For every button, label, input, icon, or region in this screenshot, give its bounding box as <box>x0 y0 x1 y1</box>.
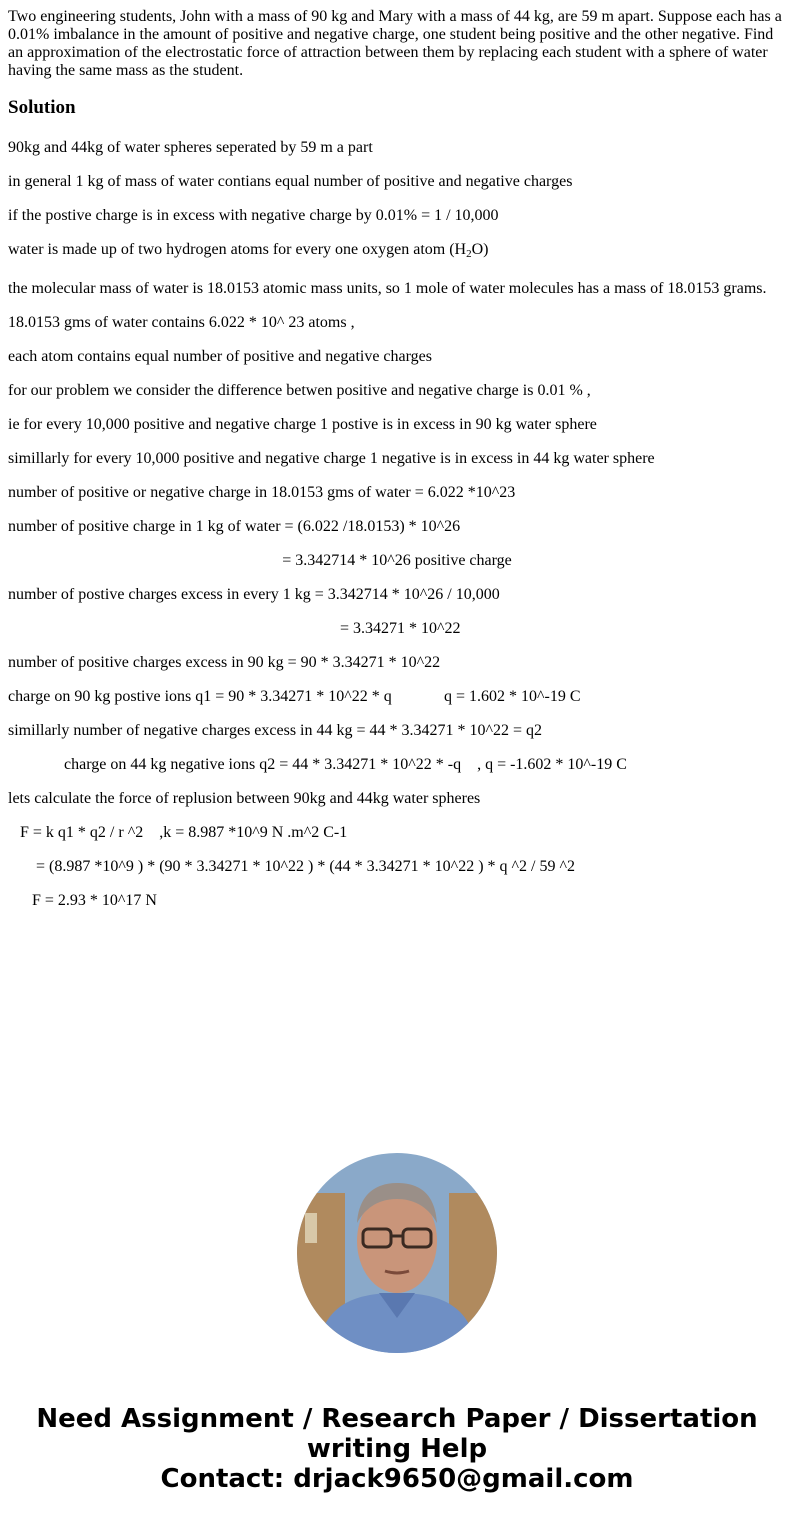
promo-line: Need Assignment / Research Paper / Dissertation <box>36 1404 758 1434</box>
question-text: Two engineering students, John with a mass of 90 kg and Mary with a mass of 44 kg, are 59 m apart. Suppose each has a 0.01% imbalance in the amount of positive and negative charge, one student being positive and the other negative. Find an approximation of the electrostatic force of attraction between them by replacing each student with a sphere of water having the same mass as the student. <box>8 8 782 79</box>
solution-line-formula: = (8.987 *10^9 ) * (90 * 3.34271 * 10^22 ) * (44 * 3.34271 * 10^22 ) * q ^2 / 59 ^2 <box>36 858 575 875</box>
formula-text-pre: water is made up of two hydrogen atoms for every one oxygen atom (H <box>8 241 467 258</box>
solution-line: number of postive charges excess in every 1 kg = 3.342714 * 10^26 / 10,000 <box>8 586 500 603</box>
solution-line-result: = 3.34271 * 10^22 <box>340 620 461 637</box>
solution-line: if the postive charge is in excess with negative charge by 0.01% = 1 / 10,000 <box>8 207 499 224</box>
solution-line: each atom contains equal number of positive and negative charges <box>8 348 432 365</box>
avatar <box>297 1153 497 1353</box>
formula-subscript: 2 <box>466 248 472 260</box>
solution-line: simillarly for every 10,000 positive and negative charge 1 negative is in excess in 44 kg water sphere <box>8 450 655 467</box>
promo-line: writing Help <box>306 1434 488 1464</box>
solution-line: lets calculate the force of replusion between 90kg and 44kg water spheres <box>8 790 481 807</box>
solution-line-water-formula <box>8 241 488 259</box>
solution-line-constant: q = 1.602 * 10^-19 C <box>444 688 581 705</box>
solution-line: in general 1 kg of mass of water contians equal number of positive and negative charges <box>8 173 573 190</box>
solution-line-centered: = 3.342714 * 10^26 positive charge <box>282 552 512 569</box>
solution-line: for our problem we consider the difference betwen positive and negative charge is 0.01 % , <box>8 382 591 399</box>
solution-line-answer: F = 2.93 * 10^17 N <box>32 892 157 909</box>
solution-line-formula: F = k q1 * q2 / r ^2 ,k = 8.987 *10^9 N .m^2 C-1 <box>20 824 348 841</box>
solution-line: number of positive charge in 1 kg of water = (6.022 /18.0153) * 10^26 <box>8 518 461 535</box>
solution-line: number of positive charges excess in 90 kg = 90 * 3.34271 * 10^22 <box>8 654 441 671</box>
solution-line: ie for every 10,000 positive and negative charge 1 postive is in excess in 90 kg water sphere <box>8 416 597 433</box>
solution-line: charge on 44 kg negative ions q2 = 44 * 3.34271 * 10^22 * -q , q = -1.602 * 10^-19 C <box>64 756 627 773</box>
solution-line: simillarly number of negative charges excess in 44 kg = 44 * 3.34271 * 10^22 = q2 <box>8 722 543 739</box>
solution-line: 90kg and 44kg of water spheres seperated by 59 m a part <box>8 139 373 156</box>
solution-line: 18.0153 gms of water contains 6.022 * 10^ 23 atoms , <box>8 314 355 331</box>
solution-line: the molecular mass of water is 18.0153 atomic mass units, so 1 mole of water molecules has a mass of 18.0153 grams. <box>8 280 767 297</box>
avatar-portrait <box>297 1153 497 1353</box>
formula-text-post: O) <box>471 241 489 258</box>
solution-line: charge on 90 kg postive ions q1 = 90 * 3.34271 * 10^22 * q <box>8 688 392 705</box>
solution-heading: Solution <box>8 97 76 118</box>
contact-email: Contact: drjack9650@gmail.com <box>160 1464 634 1494</box>
solution-line: number of positive or negative charge in 18.0153 gms of water = 6.022 *10^23 <box>8 484 516 501</box>
promo-banner <box>0 1404 794 1494</box>
